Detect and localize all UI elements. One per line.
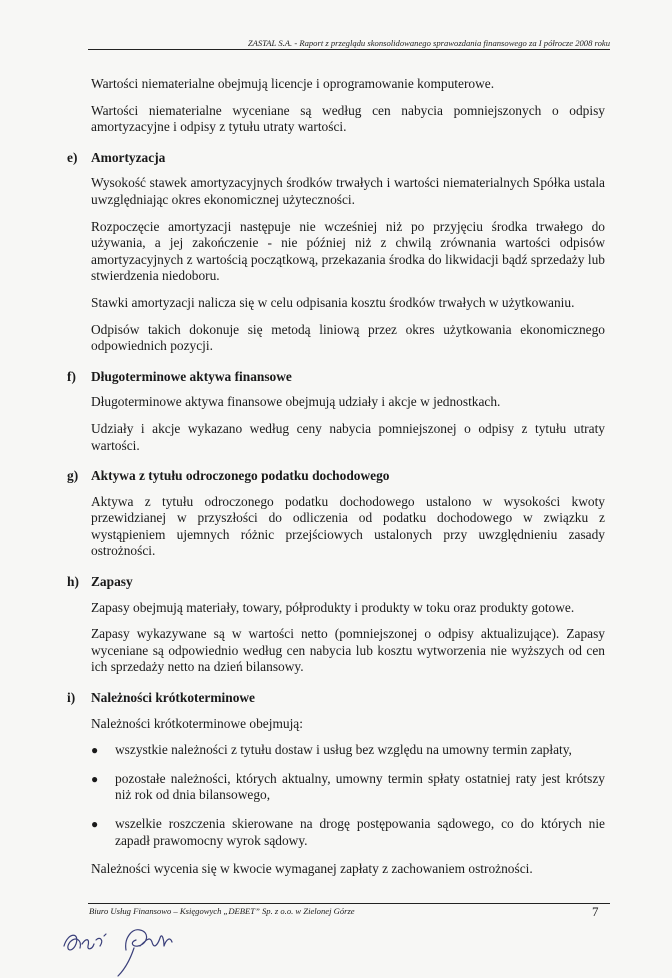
list-item: ● wszystkie należności z tytułu dostaw i usług bez względu na umowny termin zapłaty,: [91, 742, 572, 758]
paragraph: Odpisów takich dokonuje się metodą liniową przez okres użytkowania ekonomicznego odpowiednich pozycji.: [91, 321, 605, 354]
section-heading-zapasy: [67, 574, 605, 591]
section-title: Amortyzacja: [91, 149, 166, 165]
paragraph: Wysokość stawek amortyzacyjnych środków trwałych i wartości niematerialnych Spółka ustala uwzględniając okres ekonomicznej użyteczności.: [91, 175, 605, 207]
footer-rule: [88, 903, 610, 904]
paragraph: Zapasy wykazywane są w wartości netto (pomniejszonej o odpisy aktualizujące). Zapasy wyceniane są odpowiednio według cen nabycia lub kosztu wytworzenia nie wyższych od cen ich sprzedaży netto na dzień bilansowy.: [91, 626, 605, 675]
list-item: ● wszelkie roszczenia skierowane na drogę postępowania sądowego, co do których nie zapadł prawomocny wyrok sądowy.: [91, 816, 605, 848]
section-letter: i): [67, 690, 76, 706]
section-heading-podatek-odroczony: [67, 468, 605, 485]
bullet-icon: ●: [91, 743, 99, 758]
section-letter: g): [67, 468, 79, 484]
paragraph: Należności krótkoterminowe obejmują:: [91, 715, 303, 731]
paragraph: Aktywa z tytułu odroczonego podatku dochodowego ustalono w wysokości kwoty przewidzianej w przyszłości do odliczenia od podatku dochodowego w związku z wystąpieniem ujemnych różnic przejściowych ustalonych przy uwzględnieniu zasady ostrożności.: [91, 493, 605, 559]
paragraph: Wartości niematerialne wyceniane są według cen nabycia pomniejszonych o odpisy amortyzacyjne i odpisy z tytułu utraty wartości.: [91, 102, 605, 135]
paragraph: Wartości niematerialne obejmują licencje i oprogramowanie komputerowe.: [91, 76, 495, 91]
bullet-list: [91, 742, 605, 849]
paragraph: Zapasy obejmują materiały, towary, półprodukty i produkty w toku oraz produkty gotowe.: [91, 599, 575, 615]
paragraph: Należności wycenia się w kwocie wymaganej zapłaty z zachowaniem ostrożności.: [91, 861, 533, 877]
paragraph: Długoterminowe aktywa finansowe obejmują udziały i akcje w jednostkach.: [91, 394, 501, 410]
paragraph: Udziały i akcje wykazano według ceny nabycia pomniejszonej o odpisy z tytułu utraty wartości.: [91, 420, 605, 453]
running-header: ZASTAL S.A. - Raport z przeglądu skonsolidowanego sprawozdania finansowego za I półrocze 2008 roku: [247, 38, 610, 48]
paragraph: Rozpoczęcie amortyzacji następuje nie wcześniej niż po przyjęciu środka trwałego do używania, a jej zakończenie - nie później niż z chwilą zrównania wartości odpisów amortyzacyjnych z wartością początkową, przekazania środka do likwidacji bądź sprzedaży lub stwierdzenia niedoboru.: [91, 218, 605, 284]
section-letter: h): [67, 574, 79, 590]
section-letter: f): [67, 368, 76, 384]
bullet-icon: ●: [91, 817, 99, 831]
section-letter: e): [67, 149, 78, 165]
paragraph: Stawki amortyzacji nalicza się w celu odpisania kosztu środków trwałych w użytkowaniu.: [91, 294, 575, 310]
signature-main: [118, 930, 172, 976]
signature-initials: [64, 934, 106, 950]
section-title: Zapasy: [91, 574, 133, 590]
section-title: Aktywa z tytułu odroczonego podatku dochodowego: [91, 468, 390, 484]
body-content: [67, 76, 605, 888]
page-number: 7: [592, 904, 599, 919]
running-footer: Biuro Usług Finansowo – Księgowych „DEBET” Sp. z o.o. w Zielonej Górze: [89, 906, 355, 916]
handwritten-signatures: [60, 910, 220, 978]
section-heading-naleznosci: [67, 690, 605, 707]
section-title: Należności krótkoterminowe: [91, 690, 256, 706]
bullet-icon: ●: [91, 771, 99, 786]
section-title: Długoterminowe aktywa finansowe: [91, 368, 292, 384]
section-heading-amortyzacja: [67, 150, 605, 167]
header-rule: [88, 49, 610, 50]
section-heading-aktywa-finansowe: [67, 369, 605, 386]
list-item: ● pozostałe należności, których aktualny, umowny termin spłaty ostatniej raty jest krótszy niż rok od dnia bilansowego,: [91, 770, 605, 803]
